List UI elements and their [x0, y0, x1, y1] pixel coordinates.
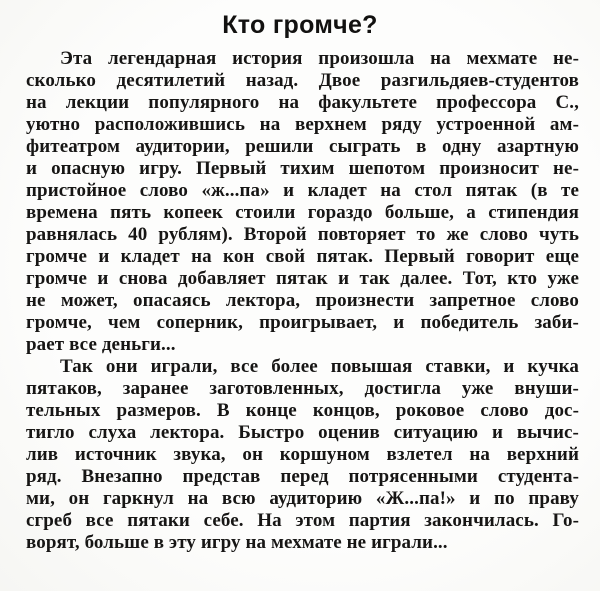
text-line: тельных размеров. В конце концов, роковое слово дос- [26, 400, 579, 421]
page-title: Кто громче? [222, 11, 378, 39]
text-line: рает все деньги... [26, 334, 176, 355]
text-line: не может, опасаясь лектора, произнести запретное слово [26, 290, 579, 311]
text-line: равнялась 40 рублям). Второй повторяет то же слово чуть [26, 224, 579, 245]
text-line: времена пять копеек стоили гораздо больше, а стипендия [26, 202, 579, 223]
text-line: громче и снова добавляет пятак и так далее. Тот, кто уже [26, 268, 579, 289]
text-line: на лекции популярного на факультете профессора С., [26, 92, 579, 113]
text-line: пристойное слово «ж...па» и кладет на стол пятак (в те [26, 180, 579, 201]
text-line: громче и кладет на кон свой пятак. Первый говорит еще [26, 246, 579, 267]
text-line: Эта легендарная история произошла на мехмате не- [60, 48, 579, 69]
text-line: ми, он гаркнул на всю аудиторию «Ж...па!» и по праву [26, 488, 579, 509]
text-line: ворят, больше в эту игру на мехмате не играли... [26, 532, 448, 553]
story-body [26, 48, 579, 554]
text-line: громче, чем соперник, проигрывает, и победитель заби- [26, 312, 579, 333]
text-line: сколько десятилетий назад. Двое разгильдяев-студентов [26, 70, 579, 91]
text-line: лив источник звука, он коршуном взлетел на верхний [26, 444, 579, 465]
text-line: тигло слуха лектора. Быстро оценив ситуацию и вычис- [26, 422, 579, 443]
text-line: фитеатром аудитории, решили сыграть в одну азартную [26, 136, 579, 157]
text-line: и опасную игру. Первый тихим шепотом произносит не- [26, 158, 579, 179]
text-line: Так они играли, все более повышая ставки, и кучка [60, 356, 579, 377]
text-line: ряд. Внезапно представ перед потрясенными студента- [26, 466, 579, 487]
text-line: пятаков, заранее заготовленных, достигла уже внуши- [26, 378, 579, 399]
text-line: уютно расположившись на верхнем ряду устроенной ам- [26, 114, 579, 135]
text-line: сгреб все пятаки себе. На этом партия закончилась. Го- [26, 510, 579, 531]
